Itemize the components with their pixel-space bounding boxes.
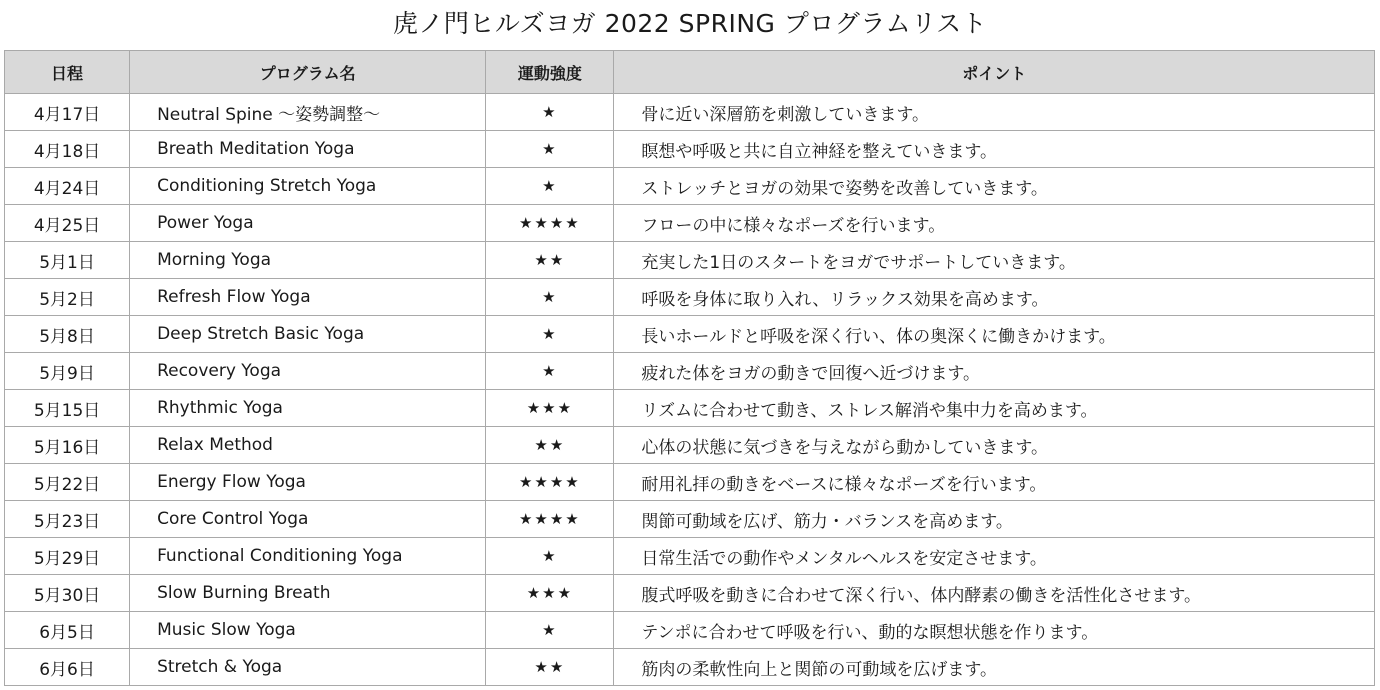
point-cell: 心体の状態に気づきを与えながら動かしていきます。 — [614, 427, 1375, 464]
point-cell: テンポに合わせて呼吸を行い、動的な瞑想状態を作ります。 — [614, 612, 1375, 649]
page-title: 虎ノ門ヒルズヨガ 2022 SPRING プログラムリスト — [392, 9, 988, 38]
program-name-cell: Functional Conditioning Yoga — [130, 538, 486, 575]
intensity-stars-cell: ★ — [486, 538, 614, 575]
table-row — [5, 94, 1375, 131]
header-date: 日程 — [5, 51, 130, 94]
table-row — [5, 649, 1375, 686]
intensity-stars-cell: ★ — [486, 168, 614, 205]
intensity-stars-cell: ★ — [486, 94, 614, 131]
intensity-stars-cell: ★★ — [486, 427, 614, 464]
table-row — [5, 427, 1375, 464]
table-row — [5, 205, 1375, 242]
date-cell: 5月30日 — [5, 575, 130, 612]
program-name-cell: Rhythmic Yoga — [130, 390, 486, 427]
program-name-cell: Core Control Yoga — [130, 501, 486, 538]
point-cell: ストレッチとヨガの効果で姿勢を改善していきます。 — [614, 168, 1375, 205]
date-cell: 5月23日 — [5, 501, 130, 538]
date-cell: 4月24日 — [5, 168, 130, 205]
intensity-stars-cell: ★ — [486, 612, 614, 649]
table-row — [5, 168, 1375, 205]
intensity-stars-cell: ★ — [486, 353, 614, 390]
point-cell: フローの中に様々なポーズを行います。 — [614, 205, 1375, 242]
point-cell: 充実した1日のスタートをヨガでサポートしていきます。 — [614, 242, 1375, 279]
point-cell: 呼吸を身体に取り入れ、リラックス効果を高めます。 — [614, 279, 1375, 316]
table-row — [5, 131, 1375, 168]
date-cell: 5月15日 — [5, 390, 130, 427]
date-cell: 5月16日 — [5, 427, 130, 464]
program-name-cell: Recovery Yoga — [130, 353, 486, 390]
program-name-cell: Stretch & Yoga — [130, 649, 486, 686]
date-cell: 5月9日 — [5, 353, 130, 390]
table-body — [5, 94, 1375, 686]
date-cell: 4月18日 — [5, 131, 130, 168]
point-cell: 疲れた体をヨガの動きで回復へ近づけます。 — [614, 353, 1375, 390]
program-name-cell: Slow Burning Breath — [130, 575, 486, 612]
program-name-cell: Relax Method — [130, 427, 486, 464]
date-cell: 5月29日 — [5, 538, 130, 575]
point-cell: 筋肉の柔軟性向上と関節の可動域を広げます。 — [614, 649, 1375, 686]
date-cell: 5月22日 — [5, 464, 130, 501]
intensity-stars-cell: ★ — [486, 316, 614, 353]
point-cell: 瞑想や呼吸と共に自立神経を整えていきます。 — [614, 131, 1375, 168]
program-name-cell: Music Slow Yoga — [130, 612, 486, 649]
table-row — [5, 390, 1375, 427]
header-point: ポイント — [614, 51, 1375, 94]
date-cell: 6月5日 — [5, 612, 130, 649]
date-cell: 5月8日 — [5, 316, 130, 353]
table-row — [5, 242, 1375, 279]
intensity-stars-cell: ★★ — [486, 242, 614, 279]
date-cell: 5月1日 — [5, 242, 130, 279]
point-cell: リズムに合わせて動き、ストレス解消や集中力を高めます。 — [614, 390, 1375, 427]
program-name-cell: Conditioning Stretch Yoga — [130, 168, 486, 205]
intensity-stars-cell: ★★★ — [486, 390, 614, 427]
point-cell: 日常生活での動作やメンタルヘルスを安定させます。 — [614, 538, 1375, 575]
intensity-stars-cell: ★★★ — [486, 575, 614, 612]
point-cell: 関節可動域を広げ、筋力・バランスを高めます。 — [614, 501, 1375, 538]
program-name-cell: Refresh Flow Yoga — [130, 279, 486, 316]
program-name-cell: Morning Yoga — [130, 242, 486, 279]
point-cell: 腹式呼吸を動きに合わせて深く行い、体内酵素の働きを活性化させます。 — [614, 575, 1375, 612]
header-program-name: プログラム名 — [130, 51, 486, 94]
program-name-cell: Breath Meditation Yoga — [130, 131, 486, 168]
table-row — [5, 464, 1375, 501]
table-row — [5, 538, 1375, 575]
header-intensity: 運動強度 — [486, 51, 614, 94]
program-name-cell: Deep Stretch Basic Yoga — [130, 316, 486, 353]
program-name-cell: Energy Flow Yoga — [130, 464, 486, 501]
intensity-stars-cell: ★★★★ — [486, 501, 614, 538]
intensity-stars-cell: ★★★★ — [486, 205, 614, 242]
intensity-stars-cell: ★ — [486, 131, 614, 168]
point-cell: 骨に近い深層筋を刺激していきます。 — [614, 94, 1375, 131]
program-name-cell: Neutral Spine 〜姿勢調整〜 — [130, 94, 486, 131]
table-header — [5, 51, 1375, 94]
date-cell: 4月17日 — [5, 94, 130, 131]
intensity-stars-cell: ★★ — [486, 649, 614, 686]
intensity-stars-cell: ★ — [486, 279, 614, 316]
table-row — [5, 612, 1375, 649]
table-row — [5, 501, 1375, 538]
table-row — [5, 575, 1375, 612]
point-cell: 長いホールドと呼吸を深く行い、体の奥深くに働きかけます。 — [614, 316, 1375, 353]
date-cell: 4月25日 — [5, 205, 130, 242]
header-row — [5, 51, 1375, 94]
intensity-stars-cell: ★★★★ — [486, 464, 614, 501]
table-row — [5, 316, 1375, 353]
program-name-cell: Power Yoga — [130, 205, 486, 242]
point-cell: 耐用礼拝の動きをベースに様々なポーズを行います。 — [614, 464, 1375, 501]
date-cell: 5月2日 — [5, 279, 130, 316]
date-cell: 6月6日 — [5, 649, 130, 686]
table-row — [5, 353, 1375, 390]
table-row — [5, 279, 1375, 316]
program-table — [4, 50, 1375, 686]
